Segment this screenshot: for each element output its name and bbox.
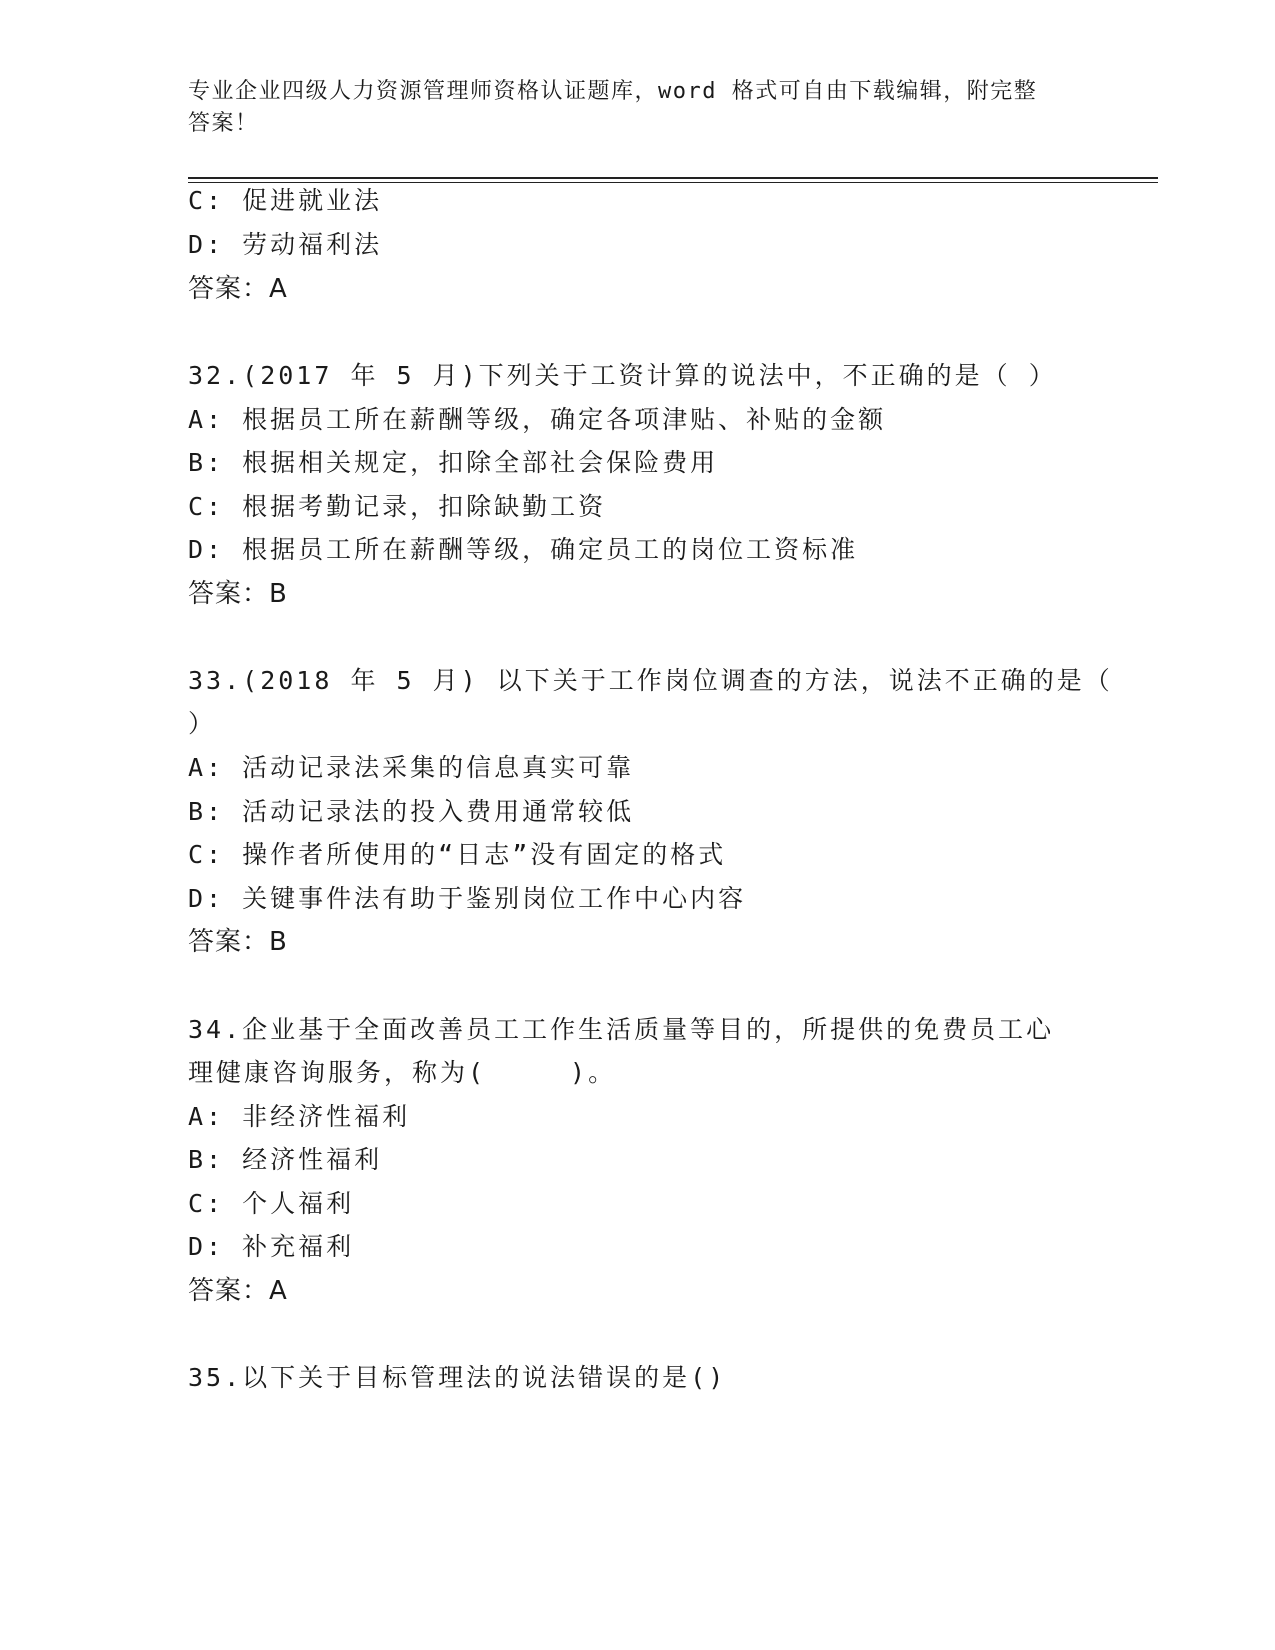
q32-answer: 答案：B [188,579,288,609]
q33-stem-line-2: ） [188,709,217,738]
header-divider-thin [188,182,1158,183]
prev-option-c: C: 促进就业法 [188,186,383,215]
header-divider-thick [188,177,1158,179]
header-line-2: 答案！ [188,111,259,136]
q33-option-c: C: 操作者所使用的“日志”没有固定的格式 [188,840,727,869]
q33-option-d: D: 关键事件法有助于鉴别岗位工作中心内容 [188,884,747,913]
q34-option-c: C: 个人福利 [188,1189,355,1218]
q33-option-b: B: 活动记录法的投入费用通常较低 [188,797,635,826]
q34-option-b: B: 经济性福利 [188,1145,383,1174]
q34-answer: 答案：A [188,1276,288,1306]
q32-stem: 32.(2017 年 5 月)下列关于工资计算的说法中，不正确的是（ ） [188,361,1057,390]
prev-option-d: D: 劳动福利法 [188,230,383,259]
q34-stem-line-2: 理健康咨询服务，称为( )。 [188,1058,617,1087]
document-page [188,0,1148,1650]
q33-stem-line-1: 33.(2018 年 5 月) 以下关于工作岗位调查的方法，说法不正确的是（ [188,666,1113,695]
q33-option-a: A: 活动记录法采集的信息真实可靠 [188,753,635,782]
q33-answer: 答案：B [188,927,288,957]
q32-option-c: C: 根据考勤记录，扣除缺勤工资 [188,492,607,521]
q34-option-d: D: 补充福利 [188,1232,355,1261]
prev-answer: 答案：A [188,274,288,304]
q34-stem-line-1: 34.企业基于全面改善员工工作生活质量等目的，所提供的免费员工心 [188,1015,1055,1044]
header-note [188,76,1088,140]
q32-option-a: A: 根据员工所在薪酬等级，确定各项津贴、补贴的金额 [188,405,887,434]
header-line-1: 专业企业四级人力资源管理师资格认证题库，word 格式可自由下载编辑，附完整 [188,79,1038,104]
q32-option-d: D: 根据员工所在薪酬等级，确定员工的岗位工资标准 [188,535,859,564]
q32-option-b: B: 根据相关规定，扣除全部社会保险费用 [188,448,719,477]
q35-stem: 35.以下关于目标管理法的说法错误的是() [188,1363,727,1392]
q34-option-a: A: 非经济性福利 [188,1102,411,1131]
